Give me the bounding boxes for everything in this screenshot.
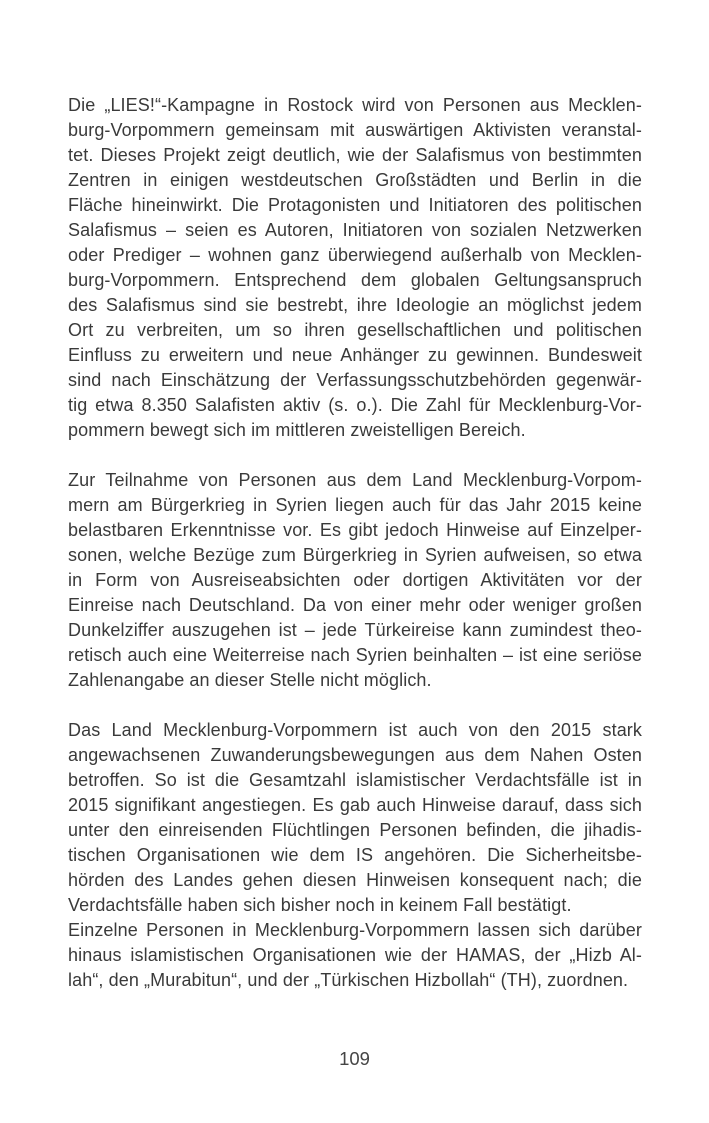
text-line: unter den einreisenden Flüchtlingen Personen befinden, die jihadis- [68, 820, 642, 840]
text-line: hörden des Landes gehen diesen Hinweisen konsequent nach; die [68, 870, 642, 890]
text-line: pommern bewegt sich im mittleren zweistelligen Bereich. [68, 420, 526, 440]
text-line: Zahlenangabe an dieser Stelle nicht möglich. [68, 670, 432, 690]
paragraph [68, 468, 642, 693]
text-line: Zentren in einigen westdeutschen Großstädten und Berlin in die [68, 170, 642, 190]
text-line: Verdachtsfälle haben sich bisher noch in keinem Fall bestätigt. [68, 895, 572, 915]
text-line: Einfluss zu erweitern und neue Anhänger zu gewinnen. Bundesweit [68, 345, 642, 365]
paragraph [68, 93, 642, 443]
text-line: angewachsenen Zuwanderungsbewegungen aus dem Nahen Osten [68, 745, 642, 765]
text-line: Einreise nach Deutschland. Da von einer mehr oder weniger großen [68, 595, 642, 615]
text-line: mern am Bürgerkrieg in Syrien liegen auch für das Jahr 2015 keine [68, 495, 642, 515]
text-line: Ort zu verbreiten, um so ihren gesellschaftlichen und politischen [68, 320, 642, 340]
text-line: tet. Dieses Projekt zeigt deutlich, wie der Salafismus von bestimmten [68, 145, 642, 165]
text-line: burg-Vorpommern. Entsprechend dem globalen Geltungsanspruch [68, 270, 642, 290]
text-line: belastbaren Erkenntnisse vor. Es gibt jedoch Hinweise auf Einzelper- [68, 520, 642, 540]
text-line: Das Land Mecklenburg-Vorpommern ist auch von den 2015 stark [68, 720, 642, 740]
text-line: Salafismus – seien es Autoren, Initiatoren von sozialen Netzwerken [68, 220, 642, 240]
body-text [68, 93, 642, 993]
paragraph [68, 718, 642, 993]
text-line: tischen Organisationen wie dem IS angehören. Die Sicherheitsbe- [68, 845, 642, 865]
text-line: 2015 signifikant angestiegen. Es gab auch Hinweise darauf, dass sich [68, 795, 642, 815]
text-line: Dunkelziffer auszugehen ist – jede Türkeireise kann zumindest theo- [68, 620, 642, 640]
text-line: lah“, den „Murabitun“, und der „Türkischen Hizbollah“ (TH), zuordnen. [68, 970, 629, 990]
text-line: des Salafismus sind sie bestrebt, ihre Ideologie an möglichst jedem [68, 295, 642, 315]
text-line: oder Prediger – wohnen ganz überwiegend außerhalb von Mecklen- [68, 245, 642, 265]
text-line: Die „LIES!“-Kampagne in Rostock wird von Personen aus Mecklen- [68, 95, 642, 115]
text-line: Einzelne Personen in Mecklenburg-Vorpommern lassen sich darüber [68, 920, 642, 940]
text-line: Zur Teilnahme von Personen aus dem Land Mecklenburg-Vorpom- [68, 470, 642, 490]
text-line: sind nach Einschätzung der Verfassungsschutzbehörden gegenwär- [68, 370, 642, 390]
page-number: 109 [339, 1048, 370, 1069]
text-line: hinaus islamistischen Organisationen wie der HAMAS, der „Hizb Al- [68, 945, 642, 965]
text-line: in Form von Ausreiseabsichten oder dortigen Aktivitäten vor der [68, 570, 642, 590]
text-line: sonen, welche Bezüge zum Bürgerkrieg in Syrien aufweisen, so etwa [68, 545, 642, 565]
text-line: betroffen. So ist die Gesamtzahl islamistischer Verdachtsfälle ist in [68, 770, 642, 790]
text-line: tig etwa 8.350 Salafisten aktiv (s. o.). Die Zahl für Mecklenburg-Vor- [68, 395, 642, 415]
text-line: Fläche hineinwirkt. Die Protagonisten und Initiatoren des politischen [68, 195, 642, 215]
text-line: retisch auch eine Weiterreise nach Syrien beinhalten – ist eine seriöse [68, 645, 642, 665]
text-line: burg-Vorpommern gemeinsam mit auswärtigen Aktivisten veranstal- [68, 120, 642, 140]
